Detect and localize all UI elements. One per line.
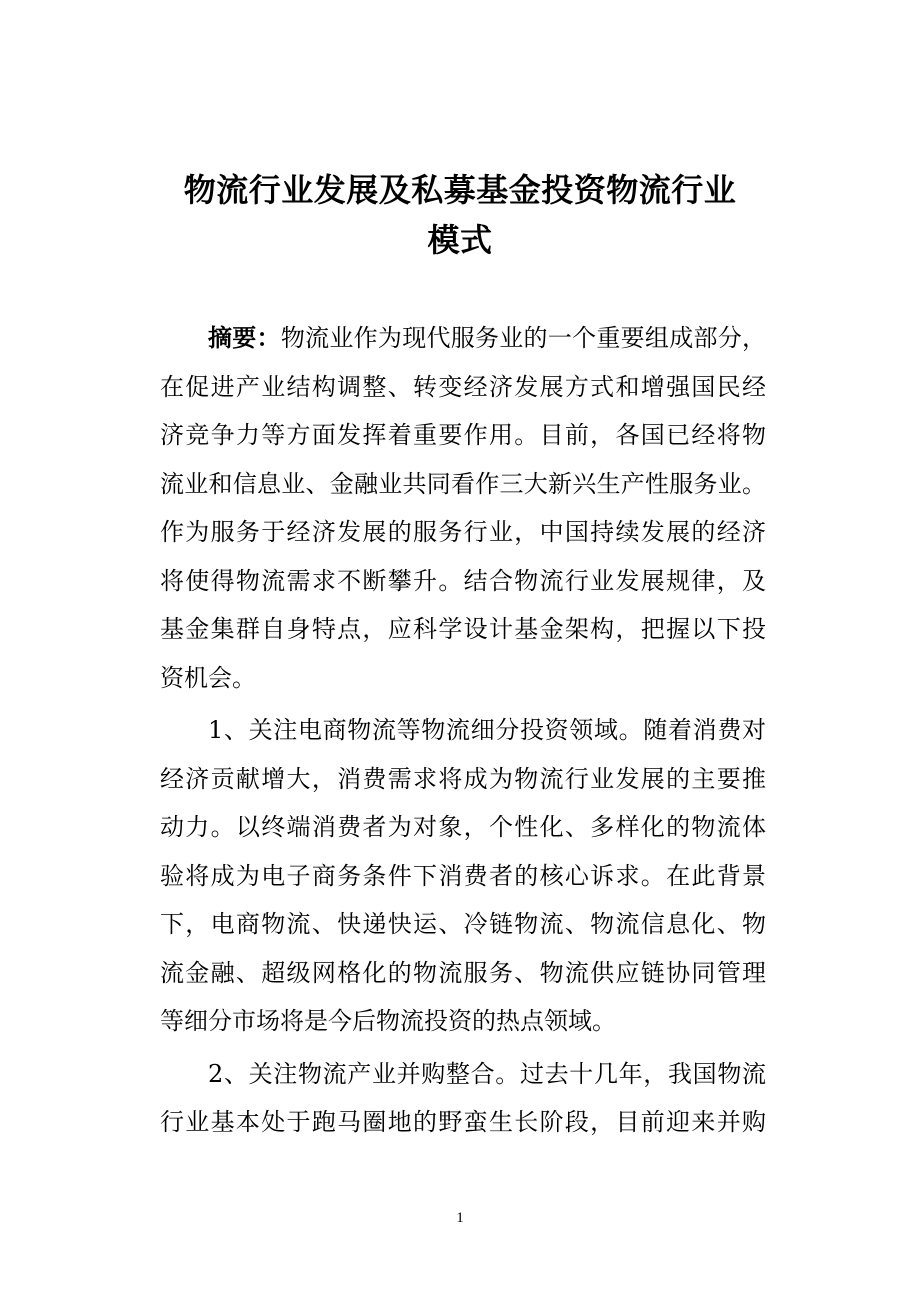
title-line-1: 物流行业发展及私募基金投资物流行业 [183,171,737,209]
document-title [150,165,770,265]
paragraph-line: 流金融、超级网格化的物流服务、物流供应链协同管理 [160,958,766,987]
paragraph-line [160,314,766,363]
paragraph-line: 基金集群自身特点，应科学设计基金架构，把握以下投 [160,615,766,643]
paragraph-line: 经济贡献增大，消费需求将成为物流行业发展的主要推 [160,764,766,793]
paragraph-line: 验将成为电子商务条件下消费者的核心诉求。在此背景 [160,861,766,890]
paragraph-line: 流业和信息业、金融业共同看作三大新兴生产性服务业。 [160,469,766,498]
paragraph-line: 在促进产业结构调整、转变经济发展方式和增强国民经 [160,372,766,401]
point-2-paragraph [160,1050,766,1147]
document-body [160,314,766,1151]
point-1-paragraph [160,706,766,1046]
paragraph-line: 动力。以终端消费者为对象，个性化、多样化的物流体 [160,813,766,841]
paragraph-line: 下，电商物流、快递快运、冷链物流、物流信息化、物 [160,910,766,938]
page-number: 1 [456,1210,464,1226]
abstract-label: 摘要： [208,323,281,352]
paragraph-line: 等细分市场将是今后物流投资的热点领域。 [160,1007,616,1035]
paragraph-line: 作为服务于经济发展的服务行业，中国持续发展的经济 [160,518,766,546]
paragraph-line: 行业基本处于跑马圈地的野蛮生长阶段，目前迎来并购 [160,1108,766,1136]
paragraph-line: 1、关注电商物流等物流细分投资领域。随着消费对 [208,716,766,744]
paragraph-line: 2、关注物流产业并购整合。过去十几年，我国物流 [208,1059,766,1088]
abstract-paragraph [160,314,766,702]
paragraph-line: 将使得物流需求不断攀升。结合物流行业发展规律，及 [160,566,766,595]
paragraph-line: 资机会。 [160,663,256,692]
paragraph-line: 济竞争力等方面发挥着重要作用。目前，各国已经将物 [160,421,766,449]
paragraph-line-text: 物流业作为现代服务业的一个重要组成部分， [280,324,767,352]
title-line-2: 模式 [427,221,493,259]
